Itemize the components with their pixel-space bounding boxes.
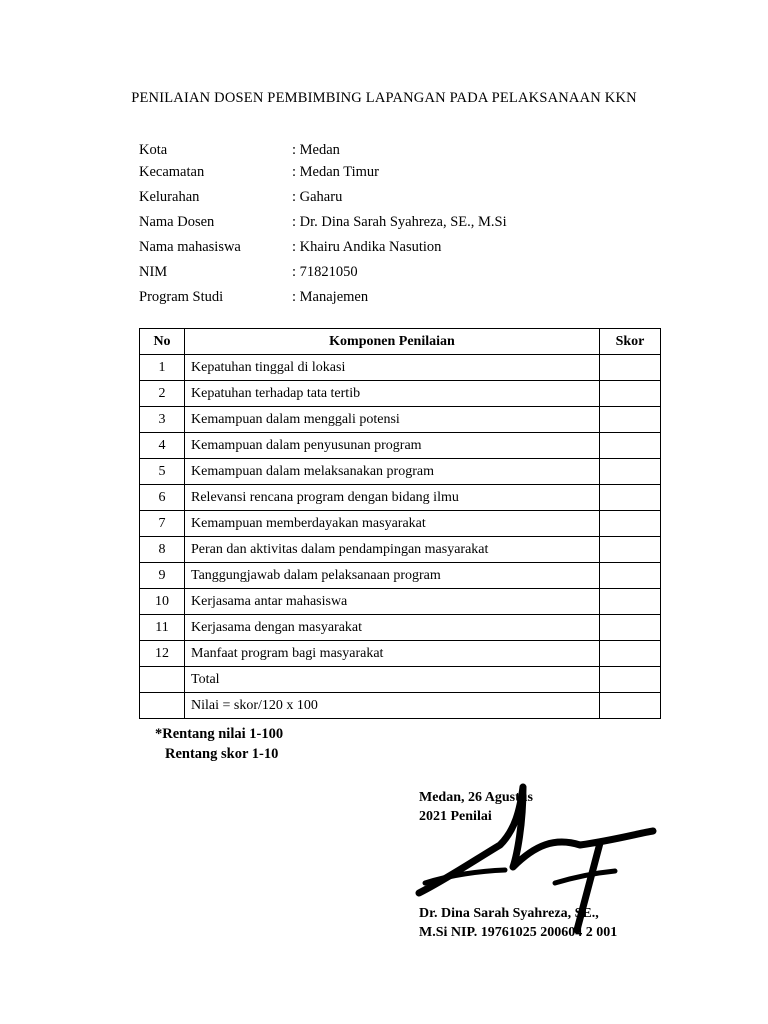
row-component: Kerjasama antar mahasiswa [185,589,600,615]
info-value: : 71821050 [292,264,358,280]
info-label: Program Studi [139,289,224,305]
info-value: : Khairu Andika Nasution [292,239,442,255]
row-component: Kemampuan dalam melaksanakan program [185,459,600,485]
total-row [140,667,661,693]
row-score-cell[interactable] [600,563,661,589]
total-number-cell [140,667,185,693]
row-number: 7 [140,511,185,537]
document-title: PENILAIAN DOSEN PEMBIMBING LAPANGAN PADA PELAKSANAAN KKN [131,90,637,106]
signature-name-block [419,904,617,942]
table-row [140,355,661,381]
info-label: Nama mahasiswa [139,239,241,255]
row-component: Tanggungjawab dalam pelaksanaan program [185,563,600,589]
row-number: 11 [140,615,185,641]
formula-score-cell[interactable] [600,693,661,719]
row-component: Peran dan aktivitas dalam pendampingan masyarakat [185,537,600,563]
row-score-cell[interactable] [600,355,661,381]
info-value: : Medan [292,142,340,158]
row-score-cell[interactable] [600,485,661,511]
info-value: : Gaharu [292,189,343,205]
info-label: Kecamatan [139,164,205,180]
info-row-kecamatan [139,160,507,185]
notes [155,724,283,764]
signer-nip: M.Si NIP. 19761025 200604 2 001 [419,925,618,940]
table-row [140,563,661,589]
row-component: Relevansi rencana program dengan bidang ilmu [185,485,600,511]
signature-stroke-d [555,871,615,883]
note-range-score: Rentang skor 1-10 [165,746,279,762]
row-number: 8 [140,537,185,563]
info-row-nim [139,260,507,285]
formula-label: Nilai = skor/120 x 100 [185,693,600,719]
info-row-nama-mahasiswa [139,235,507,260]
row-component: Kepatuhan terhadap tata tertib [185,381,600,407]
row-score-cell[interactable] [600,381,661,407]
formula-number-cell [140,693,185,719]
assessment-table [139,328,661,719]
row-score-cell[interactable] [600,459,661,485]
table-header-row [140,329,661,355]
table-row [140,433,661,459]
info-label: Nama Dosen [139,214,215,230]
row-score-cell[interactable] [600,615,661,641]
info-row-kelurahan [139,185,507,210]
signature-stroke-b [425,870,505,883]
row-score-cell[interactable] [600,433,661,459]
row-score-cell[interactable] [600,407,661,433]
table-row [140,615,661,641]
signer-name: Dr. Dina Sarah Syahreza, SE., [419,906,599,921]
table-row [140,589,661,615]
info-value: : Manajemen [292,289,369,305]
row-number: 6 [140,485,185,511]
row-score-cell[interactable] [600,511,661,537]
row-number: 3 [140,407,185,433]
info-label: Kota [139,142,168,158]
row-component: Manfaat program bagi masyarakat [185,641,600,667]
table-row [140,381,661,407]
table-row [140,407,661,433]
info-value: : Dr. Dina Sarah Syahreza, SE., M.Si [292,214,507,230]
info-row-program-studi [139,285,507,310]
row-number: 5 [140,459,185,485]
row-number: 2 [140,381,185,407]
header-score: Skor [600,329,661,355]
row-number: 12 [140,641,185,667]
row-number: 10 [140,589,185,615]
row-number: 9 [140,563,185,589]
row-component: Kemampuan dalam menggali potensi [185,407,600,433]
assessor-label: 2021 Penilai [419,809,492,824]
row-component: Kepatuhan tinggal di lokasi [185,355,600,381]
table-row [140,485,661,511]
table-row [140,511,661,537]
info-block [139,141,507,310]
table-row [140,537,661,563]
total-label: Total [185,667,600,693]
row-component: Kemampuan dalam penyusunan program [185,433,600,459]
place-date: Medan, 26 Agustus [419,790,533,805]
total-score-cell[interactable] [600,667,661,693]
info-row-nama-dosen [139,210,507,235]
row-score-cell[interactable] [600,589,661,615]
table-row [140,459,661,485]
formula-row [140,693,661,719]
row-number: 4 [140,433,185,459]
info-label: Kelurahan [139,189,200,205]
row-score-cell[interactable] [600,641,661,667]
info-label: NIM [139,264,168,280]
header-no: No [140,329,185,355]
row-component: Kemampuan memberdayakan masyarakat [185,511,600,537]
info-row-kota [139,141,507,160]
row-score-cell[interactable] [600,537,661,563]
row-number: 1 [140,355,185,381]
note-range-value: *Rentang nilai 1-100 [155,726,284,742]
table-row [140,641,661,667]
header-component: Komponen Penilaian [185,329,600,355]
row-component: Kerjasama dengan masyarakat [185,615,600,641]
info-value: : Medan Timur [292,164,380,180]
